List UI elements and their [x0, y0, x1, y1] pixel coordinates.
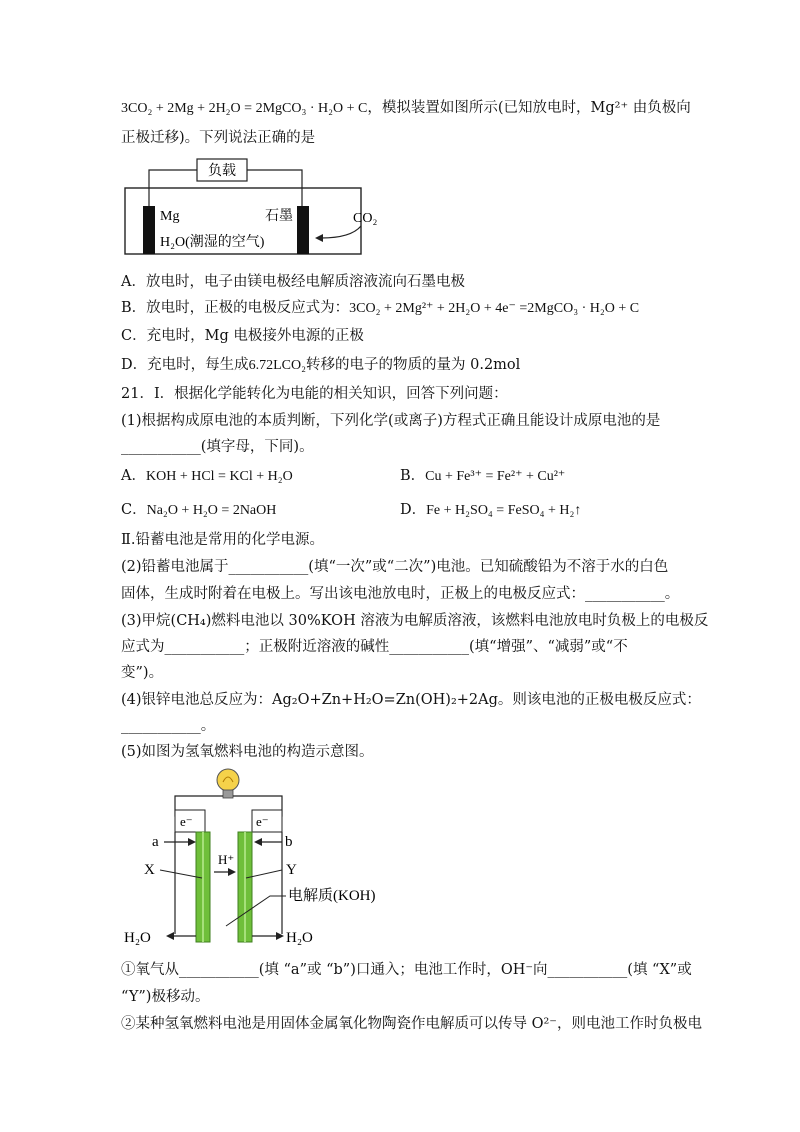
choice-d-label: D．	[400, 502, 427, 518]
outlet-left-label: H₂O	[124, 930, 151, 946]
graphite-label: 石墨	[265, 209, 293, 224]
q20-line2: 正极迁移)。下列说法正确的是	[121, 130, 316, 146]
wire-left	[149, 170, 197, 208]
q20-option-d-text: D．充电时，每生成	[121, 357, 249, 373]
mg-label: Mg	[160, 209, 180, 224]
electron-left-label: e⁻	[180, 814, 193, 829]
outlet-right-label: H₂O	[286, 930, 313, 946]
q20-option-d	[121, 355, 520, 376]
q20-option-b	[121, 298, 639, 319]
q21-p4-line1: (4)银锌电池总反应为：Ag₂O+Zn+H₂O=Zn(OH)₂+2Ag。则该电池的正极电极反应式：	[121, 692, 701, 708]
q20-option-d-suffix: 转移的电子的物质的量为 0.2mol	[306, 357, 521, 373]
electron-right-label: e⁻	[256, 814, 269, 829]
mg-electrode	[143, 206, 155, 254]
choice-c-equation: Na₂O + H₂O = 2NaOH	[146, 503, 277, 518]
q21-p5: (5)如图为氢氧燃料电池的构造示意图。	[121, 744, 374, 760]
q21-choice-d	[400, 500, 581, 521]
electrolyte-label: H₂O(潮湿的空气)	[160, 235, 265, 250]
load-label: 负载	[208, 164, 236, 179]
choice-b-label: B．	[400, 468, 426, 484]
q20-option-a: A．放电时，电子由镁电极经电解质溶液流向石墨电极	[121, 274, 465, 290]
q21-sub1-line2: “Y”)极移动。	[121, 989, 210, 1005]
q20-reaction-equation: 3CO₂ + 2Mg + 2H₂O = 2MgCO₃ · H₂O + C	[121, 101, 368, 116]
q20-option-b-equation: 3CO₂ + 2Mg²⁺ + 2H₂O + 4e⁻ =2MgCO₃ · H₂O + C	[349, 301, 640, 316]
co2-arrow-head	[315, 234, 323, 242]
q20-option-c: C．充电时，Mg 电极接外电源的正极	[121, 328, 364, 344]
mg-co2-battery-diagram	[115, 156, 415, 266]
choice-c-label: C．	[121, 502, 147, 518]
q21-part2-title: Ⅱ.铅蓄电池是常用的化学电源。	[121, 532, 324, 548]
q21-choice-a	[121, 466, 293, 487]
choice-d-equation: Fe + H₂SO₄ = FeSO₄ + H₂↑	[426, 503, 582, 518]
q21-choice-b	[400, 466, 565, 487]
fuel-cell-diagram	[120, 766, 410, 952]
q21-intro: 21．Ⅰ．根据化学能转化为电能的相关知识，回答下列问题：	[121, 386, 508, 402]
q21-p4-line2: ___________。	[121, 718, 216, 734]
electrode-x-label: X	[144, 862, 155, 878]
electrolyte-label: 电解质(KOH)	[288, 888, 376, 904]
q21-p2-line1: (2)铅蓄电池属于___________(填“一次”或“二次”)电池。已知硫酸铅为不溶于水的白色	[121, 559, 669, 575]
wire-right	[247, 170, 302, 208]
electrode-y-label: Y	[286, 862, 297, 878]
q20-line1	[121, 98, 691, 119]
graphite-electrode	[297, 206, 309, 254]
co2-label: CO₂	[353, 211, 378, 226]
q20-option-b-text: B．放电时，正极的电极反应式为：	[121, 300, 350, 316]
q21-p3-line2: 应式为___________；正极附近溶液的碱性___________(填“增强”、“减弱”或“不	[121, 639, 628, 655]
q21-p1-line1: (1)根据构成原电池的本质判断，下列化学(或离子)方程式正确且能设计成原电池的是	[121, 413, 661, 429]
choice-a-equation: KOH + HCl = KCl + H₂O	[145, 469, 293, 484]
q20-line1-text: ，模拟装置如图所示(已知放电时，Mg²⁺ 由负极向	[367, 100, 691, 116]
h-plus-label: H⁺	[218, 852, 235, 867]
bulb-base	[223, 790, 233, 798]
co2-arrow	[321, 226, 361, 238]
q21-sub2-line1: ②某种氢氧燃料电池是用固体金属氧化物陶瓷作电解质可以传导 O²⁻，则电池工作时负极电	[121, 1016, 702, 1032]
q21-p1-line2: ___________(填字母，下同)。	[121, 439, 314, 455]
q21-p3-line3: 变”)。	[121, 665, 164, 681]
q21-sub1-line1: ①氧气从___________(填 “a”或 “b”)口通入；电池工作时，OH⁻向___________(填 “X”或	[121, 962, 692, 978]
q20-option-d-quantity: 6.72LCO₂	[248, 358, 307, 373]
inlet-b-label: b	[285, 834, 293, 850]
choice-a-label: A．	[121, 468, 146, 484]
choice-b-equation: Cu + Fe³⁺ = Fe²⁺ + Cu²⁺	[425, 469, 566, 484]
q21-choice-c	[121, 500, 276, 521]
inlet-a-label: a	[152, 834, 159, 850]
q21-p2-line2: 固体，生成时附着在电极上。写出该电池放电时，正极上的电极反应式：___________。	[121, 586, 680, 602]
bulb-icon	[217, 769, 239, 791]
q21-p3-line1: (3)甲烷(CH₄)燃料电池以 30%KOH 溶液为电解质溶液，该燃料电池放电时负极上的电极反	[121, 613, 709, 629]
